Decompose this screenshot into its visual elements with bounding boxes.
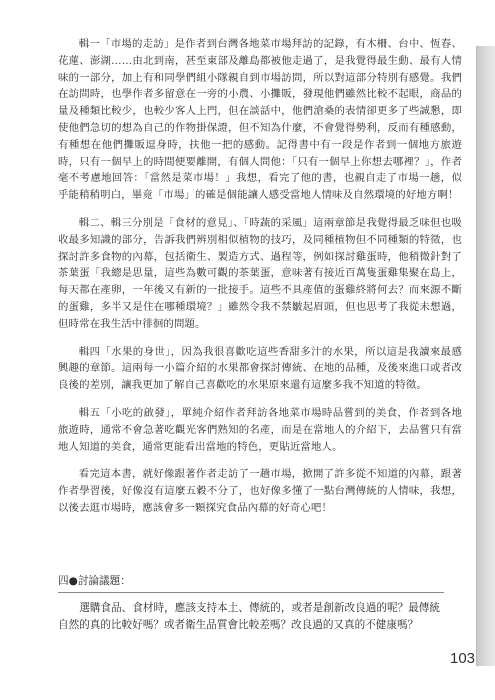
- section-divider: [58, 592, 444, 593]
- side-tab-decoration: [476, 46, 495, 666]
- discussion-question: 選購食品、食材時，應該支持本土、傳統的，或者是創新改良過的呢？最傳統自然的真的比較好嗎？或者衛生品質會比較差嗎？改良過的又真的不健康嗎？: [58, 602, 440, 631]
- body-text: [58, 36, 462, 528]
- paragraph-fruits: 輯四「水果的身世」，因為我很喜歡吃這些香甜多汁的水果，所以這是我讀來最感興趣的章節。這兩每一小篇介紹的水果都會探討傳統、在地的品種，及後來進口或者改良後的差別，讓我更加了解自己喜歡吃的水果原來還有這麼多我不知道的特徵。: [58, 345, 462, 392]
- page-number: 103: [450, 650, 476, 667]
- paragraph-ingredients: 輯二、輯三分別是「食材的意見」、「時蔬的采風」這兩章節是我覺得最乏味但也吸收最多知識的部分，告訴我們辨別相似植物的技巧，及同種植物但不同種類的特徵，也探討許多食物的內幕，包括衛生、製造方式、過程等，例如探討雞蛋時，他稍微針對了茶葉蛋「我總是思量，這些為數可觀的茶葉蛋，意味著有接近百萬隻蛋雞集聚在島上，每天都在產卵，一年後又有新的一批接手。這些不具產值的蛋雞終將何去？而來源不斷的蛋雞，多半又是住在哪種環境？」雖然令我不禁皺起眉頭，但也思考了我從未想過，但時常在我生活中徘徊的問題。: [58, 216, 462, 330]
- paragraph-conclusion: 看完這本書，就好像跟著作者走訪了一趟市場，掀開了許多從不知道的內幕，跟著作者學習後，好像沒有這麼五穀不分了，也好像多懂了一點台灣傳統的人情味，我想，以後去逛市場時，應該會多一顆探究食品內幕的好奇心吧！: [58, 468, 462, 514]
- section-heading: 四●討論議題：: [58, 575, 131, 587]
- paragraph-snacks: 輯五「小吃的啟發」，單純介紹作者拜訪各地菜市場時品嘗到的美食，作者到各地旅遊時，通常不會急著吃觀光客們熟知的名產，而是在當地人的介紹下，去品嘗只有當地人知道的美食，通常更能看出當地的特色，更貼近當地人。: [58, 406, 462, 453]
- paragraph-market-visits: 輯一「市場的走訪」是作者到台灣各地菜市場拜訪的記錄，有木柵、台中、恆春、花蓮、澎湖……由北到南，甚至東部及離島都被他走過了，是我覺得最生動、最有人情味的一部分，加上有和同學們組小隊親自到市場訪問，所以對這部分特別有感覺。我們在訪問時，也學作者多留意在一旁的小農、小攤販，發現他們雖然比較不起眼，商品的量及種類比較少，也較少客人上門，但在談話中，他們滄桑的表情卻更多了些誠懇，即使他們急切的想為自己的作物掛保證，但不知為什麼，不會覺得勢利，反而有種感動，有種想在他們攤販逗身時，扶他一把的感動。記得書中有一段是作者到一個地方旅遊時，只有一個早上的時間便要離開，有個人問他：「只有一個早上你想去哪裡？」，作者毫不考慮地回答：「當然是菜市場！」我想，看完了他的書，也親自走了市場一趟，似乎能稍稍明白，畢竟「市場」的確是個能讓人感受當地人情味及自然環境的好地方啊！: [58, 38, 462, 202]
